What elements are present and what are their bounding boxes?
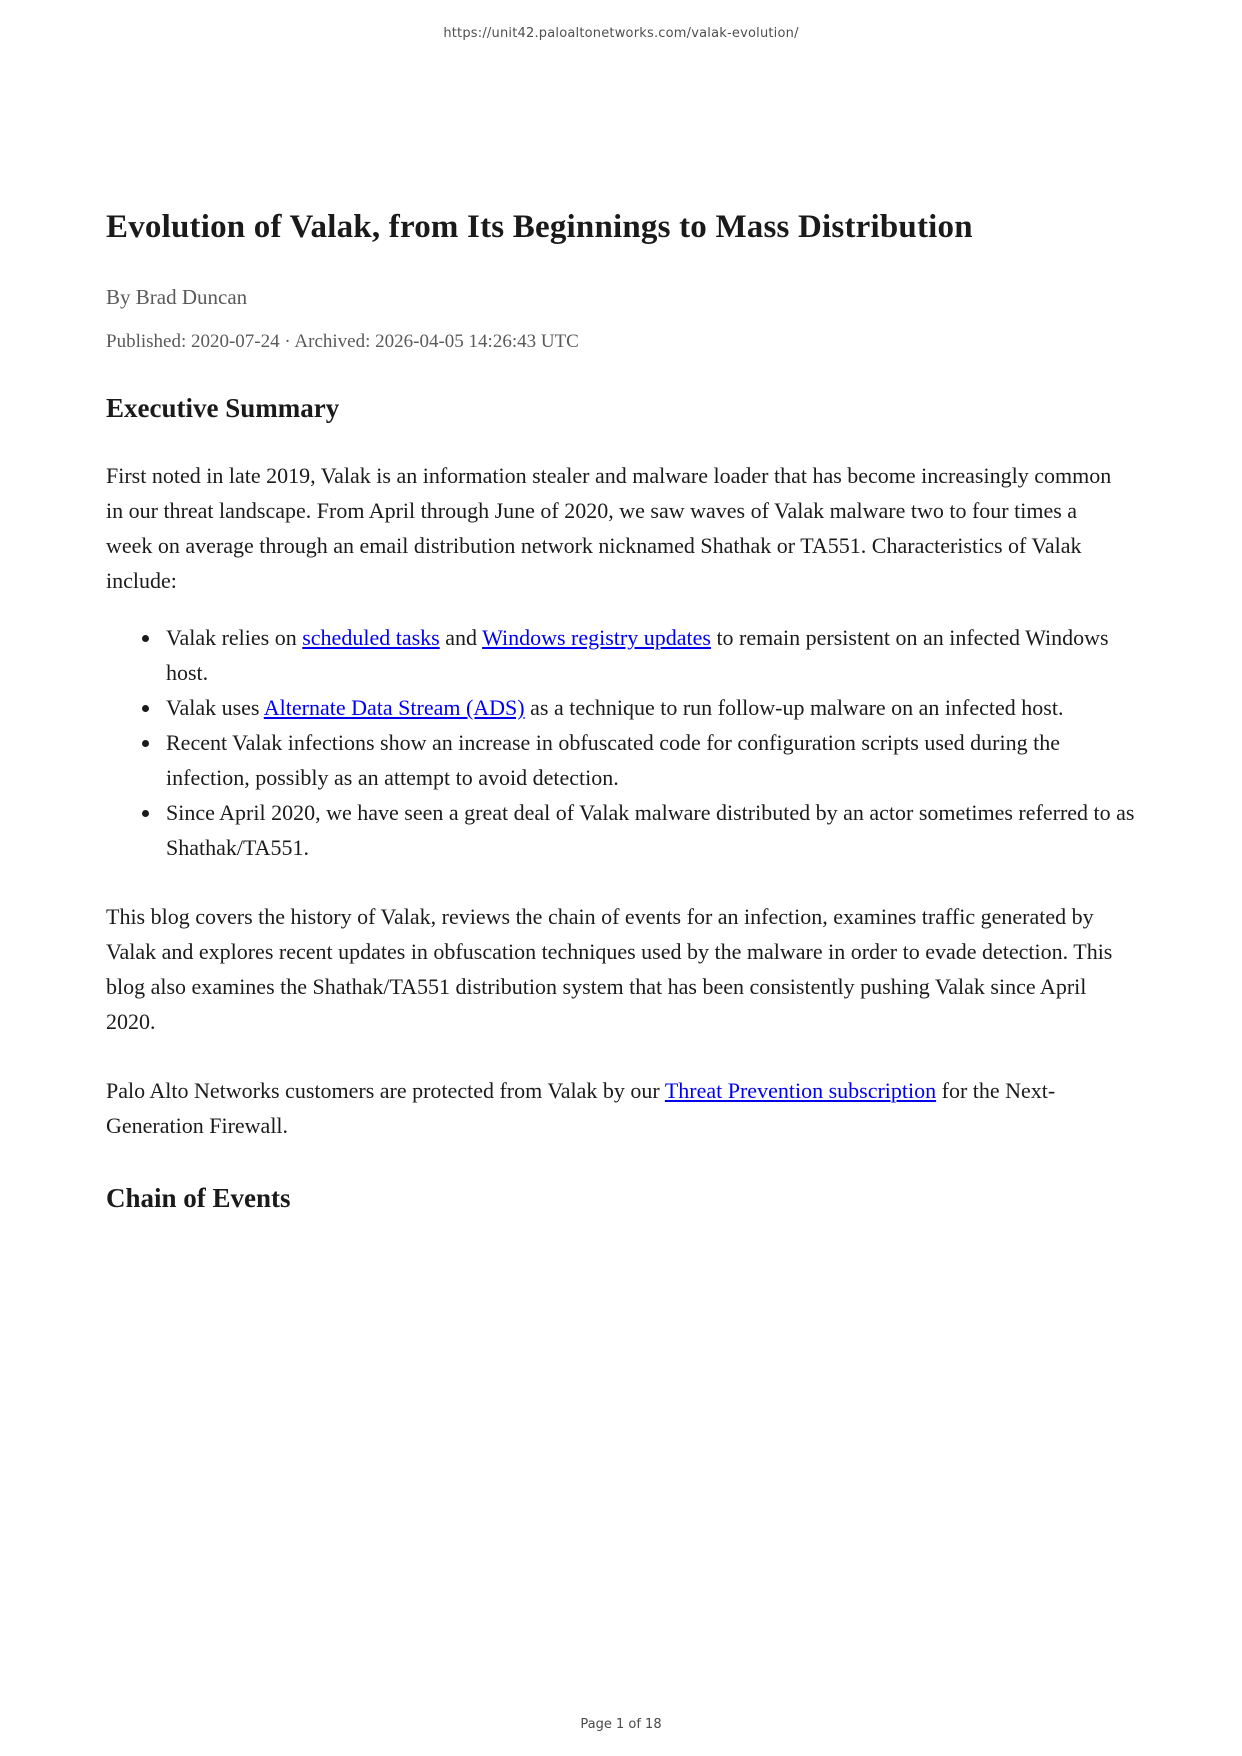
text-segment: Valak uses (166, 694, 264, 720)
inline-link[interactable]: Windows registry updates (482, 624, 711, 650)
article (0, 209, 1242, 1214)
print-header-url: https://unit42.paloaltonetworks.com/valak-evolution/ (443, 26, 799, 41)
list-item (162, 620, 1136, 690)
list-item (162, 725, 1136, 795)
published-archived-meta: Published: 2020-07-24 · Archived: 2026-04-05 14:26:43 UTC (106, 330, 579, 352)
summary-bullet-list (106, 620, 1136, 865)
page-title: Evolution of Valak, from Its Beginnings to Mass Distribution (106, 209, 973, 245)
list-item (162, 690, 1136, 725)
protection-paragraph (106, 1073, 1128, 1143)
overview-paragraph: This blog covers the history of Valak, reviews the chain of events for an infection, examines traffic generated by Valak and explores recent updates in obfuscation techniques used by the malware in order to evade detection. This blog also examines the Shathak/TA551 distribution system that has been consistently pushing Valak since April 2020. (106, 903, 1113, 1034)
text-segment: as a technique to run follow-up malware on an infected host. (524, 694, 1064, 720)
text-segment: and (439, 624, 483, 650)
text-segment: Valak relies on (166, 624, 303, 650)
heading-executive-summary: Executive Summary (106, 392, 340, 423)
text-segment: to remain persistent on an infected Windows host. (166, 624, 1109, 685)
list-item (162, 795, 1136, 865)
text-segment: Recent Valak infections show an increase in obfuscated code for configuration scripts used during the infection, possibly as an attempt to avoid detection. (166, 729, 1060, 790)
text-segment: Palo Alto Networks customers are protected from Valak by our (106, 1077, 665, 1103)
text-segment: for the Next-Generation Firewall. (106, 1077, 1056, 1138)
inline-link[interactable]: scheduled tasks (302, 624, 440, 650)
inline-link[interactable]: Alternate Data Stream (ADS) (263, 694, 525, 720)
heading-chain-of-events: Chain of Events (106, 1182, 291, 1213)
page-number-footer: Page 1 of 18 (580, 1717, 662, 1732)
text-segment: Since April 2020, we have seen a great deal of Valak malware distributed by an actor sometimes referred to as Shathak/TA551. (166, 799, 1135, 860)
inline-link[interactable]: Threat Prevention subscription (664, 1077, 937, 1103)
intro-paragraph: First noted in late 2019, Valak is an information stealer and malware loader that has become increasingly common in our threat landscape. From April through June of 2020, we saw waves of Valak malware two to four times a week on average through an email distribution network nicknamed Shathak or TA551. Characteristics of Valak include: (106, 462, 1112, 593)
byline: By Brad Duncan (106, 284, 248, 309)
